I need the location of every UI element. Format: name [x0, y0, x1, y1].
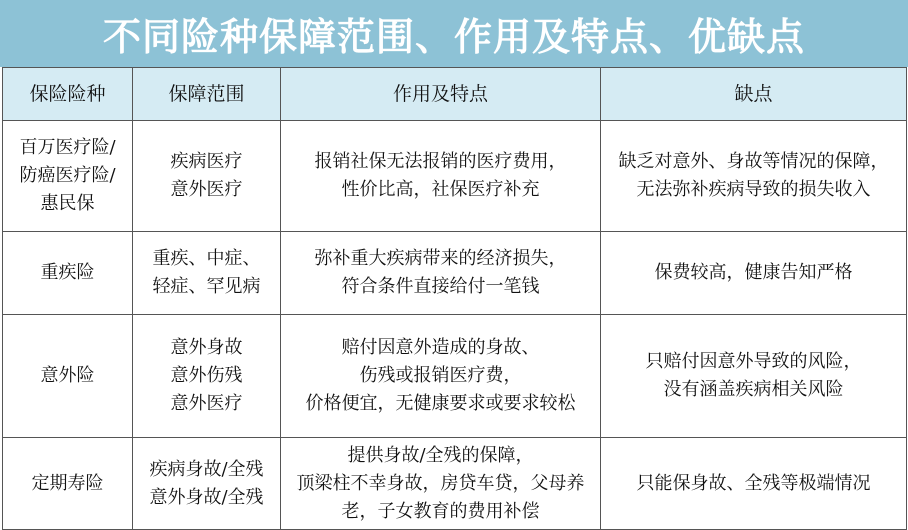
- cell-text: 无法弥补疾病导致的损失收入: [636, 179, 871, 200]
- cell-text: 定期寿险: [31, 472, 104, 494]
- cell-text: 惠民保: [40, 193, 95, 214]
- cell-text: 疾病医疗: [170, 151, 243, 172]
- cell-drawbacks: [601, 121, 907, 232]
- cell-text: 疾病身故/全残: [149, 458, 264, 480]
- cell-features: [281, 232, 601, 315]
- cell-text: 顶梁柱不幸身故，房贷车贷，父母养: [296, 472, 585, 494]
- cell-insurance-type: [3, 121, 133, 232]
- cell-text: 意外伤残: [170, 365, 243, 386]
- cell-text: 意外医疗: [170, 179, 243, 200]
- cell-features: [281, 438, 601, 530]
- cell-drawbacks: [601, 232, 907, 315]
- cell-text: 报销社保无法报销的医疗费用，: [314, 151, 567, 172]
- cell-text: 符合条件直接给付一笔钱: [341, 276, 540, 297]
- cell-coverage: [133, 121, 281, 232]
- cell-insurance-type: [3, 438, 133, 530]
- cell-drawbacks: [601, 315, 907, 438]
- table-row: [3, 315, 907, 438]
- cell-text: 保费较高，健康告知严格: [654, 262, 853, 283]
- cell-text: 赔付因意外造成的身故、: [341, 337, 540, 358]
- page-title: 不同险种保障范围、作用及特点、优缺点: [102, 15, 805, 59]
- table-row: [3, 438, 907, 530]
- table-row: [3, 232, 907, 315]
- cell-coverage: [133, 438, 281, 530]
- cell-text: 意外医疗: [170, 393, 243, 414]
- cell-coverage: [133, 232, 281, 315]
- cell-text: 重疾、中症、: [152, 248, 261, 269]
- cell-text: 意外身故: [170, 337, 243, 358]
- cell-text: 只赔付因意外导致的风险，: [645, 351, 862, 372]
- cell-text: 缺乏对意外、身故等情况的保障，: [618, 151, 889, 172]
- cell-text: 没有涵盖疾病相关风险: [663, 379, 844, 400]
- cell-coverage: [133, 315, 281, 438]
- header-features: 作用及特点: [281, 68, 601, 121]
- cell-text: 重疾险: [40, 262, 95, 283]
- cell-text: 只能保身故、全残等极端情况: [636, 472, 871, 494]
- insurance-comparison-table: [2, 67, 907, 530]
- title-bar: [0, 0, 908, 67]
- cell-insurance-type: [3, 315, 133, 438]
- cell-text: 弥补重大疾病带来的经济损失，: [314, 248, 567, 269]
- cell-drawbacks: [601, 438, 907, 530]
- cell-text: 意外险: [40, 365, 95, 386]
- cell-features: [281, 121, 601, 232]
- cell-text: 百万医疗险/: [19, 137, 116, 158]
- table-row: [3, 121, 907, 232]
- header-coverage: 保障范围: [133, 68, 281, 121]
- cell-insurance-type: [3, 232, 133, 315]
- header-row: [3, 68, 907, 121]
- cell-text: 防癌医疗险/: [19, 165, 116, 186]
- cell-text: 伤残或报销医疗费，: [359, 365, 522, 386]
- cell-text: 轻症、罕见病: [152, 276, 261, 297]
- cell-text: 提供身故/全残的保障，: [347, 444, 534, 466]
- header-insurance-type: 保险险种: [3, 68, 133, 121]
- cell-text: 老，子女教育的费用补偿: [341, 500, 540, 522]
- header-drawbacks: 缺点: [601, 68, 907, 121]
- cell-text: 价格便宜，无健康要求或要求较松: [305, 393, 576, 414]
- cell-features: [281, 315, 601, 438]
- cell-text: 意外身故/全残: [149, 486, 264, 508]
- cell-text: 性价比高，社保医疗补充: [341, 179, 540, 200]
